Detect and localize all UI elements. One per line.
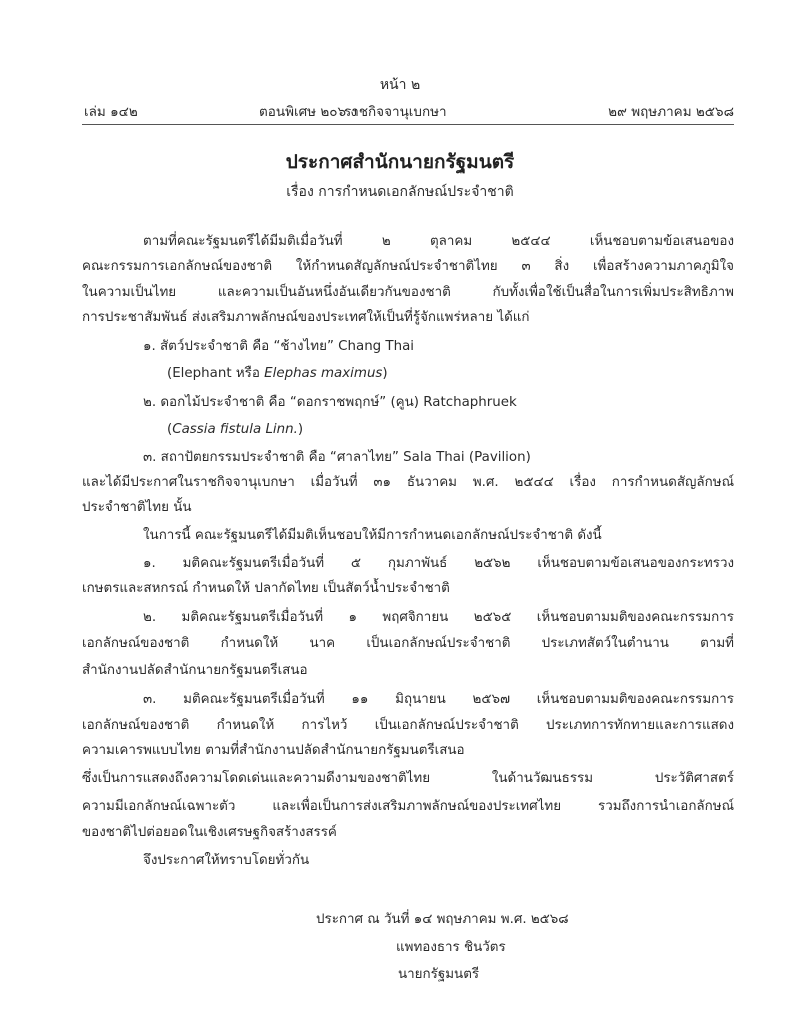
body-paragraph-line: และได้มีประกาศในราชกิจจานุเบกษา เมื่อวันที่ ๓๑ ธันวาคม พ.ศ. ๒๕๔๔ เรื่อง การกำหนดสัญลักษณ์ xyxy=(82,475,734,490)
symbol-item: ๓. สถาปัตยกรรมประจำชาติ คือ “ศาลาไทย” Sala Thai (Pavilion) xyxy=(143,450,531,465)
resolution-line: สำนักงานปลัดสำนักนายกรัฐมนตรีเสนอ xyxy=(82,663,308,678)
gazette-name: ราชกิจจานุเบกษา xyxy=(344,104,447,120)
body-paragraph-line: ในความเป็นไทย และความเป็นอันหนึ่งอันเดียวกันของชาติ กับทั้งเพื่อใช้เป็นสื่อในการเพิ่มประสิทธิภาพ xyxy=(82,285,734,300)
signatory-name: แพทองธาร ชินวัตร xyxy=(396,940,506,955)
body-paragraph-line: ของชาติไปต่อยอดในเชิงเศรษฐกิจสร้างสรรค์ xyxy=(82,825,337,840)
closing-line: จึงประกาศให้ทราบโดยทั่วกัน xyxy=(143,853,310,868)
announcement-title: ประกาศสำนักนายกรัฐมนตรี xyxy=(285,151,515,173)
resolution-line: เกษตรและสหกรณ์ กำหนดให้ ปลากัดไทย เป็นสัตว์น้ำประจำชาติ xyxy=(82,581,450,596)
resolution-line: เอกลักษณ์ของชาติ กำหนดให้ นาค เป็นเอกลักษณ์ประจำชาติ ประเภทสัตว์ในตำนาน ตามที่ xyxy=(82,636,734,651)
announcement-subject: เรื่อง การกำหนดเอกลักษณ์ประจำชาติ xyxy=(286,184,514,200)
signatory-position: นายกรัฐมนตรี xyxy=(398,967,480,982)
body-paragraph-line: ตามที่คณะรัฐมนตรีได้มีมติเมื่อวันที่ ๒ ตุลาคม ๒๕๔๔ เห็นชอบตามข้อเสนอของ xyxy=(143,234,734,249)
body-paragraph-line: คณะกรรมการเอกลักษณ์ของชาติ ให้กำหนดสัญลักษณ์ประจำชาติไทย ๓ สิ่ง เพื่อสร้างความภาคภูมิใจ xyxy=(82,259,734,274)
resolution-line: ความเคารพแบบไทย ตามที่สำนักงานปลัดสำนักนายกรัฐมนตรีเสนอ xyxy=(82,743,465,758)
volume-number: เล่ม ๑๔๒ xyxy=(84,104,138,120)
gazette-header xyxy=(84,100,734,122)
issue-date: ๒๙ พฤษภาคม ๒๕๖๘ xyxy=(608,104,734,120)
page-number: หน้า ๒ xyxy=(379,77,421,93)
resolution-line: ๓. มติคณะรัฐมนตรีเมื่อวันที่ ๑๑ มิถุนายน ๒๕๖๗ เห็นชอบตามมติของคณะกรรมการ xyxy=(143,692,734,707)
header-divider xyxy=(82,124,734,125)
symbol-scientific-name: (Cassia fistula Linn.) xyxy=(167,422,304,437)
body-paragraph-line: ในการนี้ คณะรัฐมนตรีได้มีมติเห็นชอบให้มีการกำหนดเอกลักษณ์ประจำชาติ ดังนี้ xyxy=(143,528,602,543)
symbol-item: ๒. ดอกไม้ประจำชาติ คือ “ดอกราชพฤกษ์” (คูน) Ratchaphruek xyxy=(143,395,517,410)
resolution-line: ๒. มติคณะรัฐมนตรีเมื่อวันที่ ๑ พฤศจิกายน ๒๕๖๕ เห็นชอบตามมติของคณะกรรมการ xyxy=(143,610,734,625)
body-paragraph-line: ความมีเอกลักษณ์เฉพาะตัว และเพื่อเป็นการส่งเสริมภาพลักษณ์ของประเทศไทย รวมถึงการนำเอกลักษณ์ xyxy=(82,799,734,814)
resolution-line: เอกลักษณ์ของชาติ กำหนดให้ การไหว้ เป็นเอกลักษณ์ประจำชาติ ประเภทการทักทายและการแสดง xyxy=(82,718,734,733)
body-paragraph-line: ประจำชาติไทย นั้น xyxy=(82,500,192,515)
symbol-item: ๑. สัตว์ประจำชาติ คือ “ช้างไทย” Chang Thai xyxy=(143,339,415,354)
announcement-date: ประกาศ ณ วันที่ ๑๔ พฤษภาคม พ.ศ. ๒๕๖๘ xyxy=(316,912,569,927)
section-number: ตอนพิเศษ ๒๐๖ ง xyxy=(259,104,357,120)
resolution-line: ๑. มติคณะรัฐมนตรีเมื่อวันที่ ๕ กุมภาพันธ์ ๒๕๖๒ เห็นชอบตามข้อเสนอของกระทรวง xyxy=(143,556,734,571)
symbol-scientific-name: (Elephant หรือ Elephas maximus) xyxy=(167,366,388,381)
body-paragraph-line: การประชาสัมพันธ์ ส่งเสริมภาพลักษณ์ของประเทศให้เป็นที่รู้จักแพร่หลาย ได้แก่ xyxy=(82,310,530,325)
body-paragraph-line: ซึ่งเป็นการแสดงถึงความโดดเด่นและความดีงามของชาติไทย ในด้านวัฒนธรรม ประวัติศาสตร์ xyxy=(82,771,734,786)
